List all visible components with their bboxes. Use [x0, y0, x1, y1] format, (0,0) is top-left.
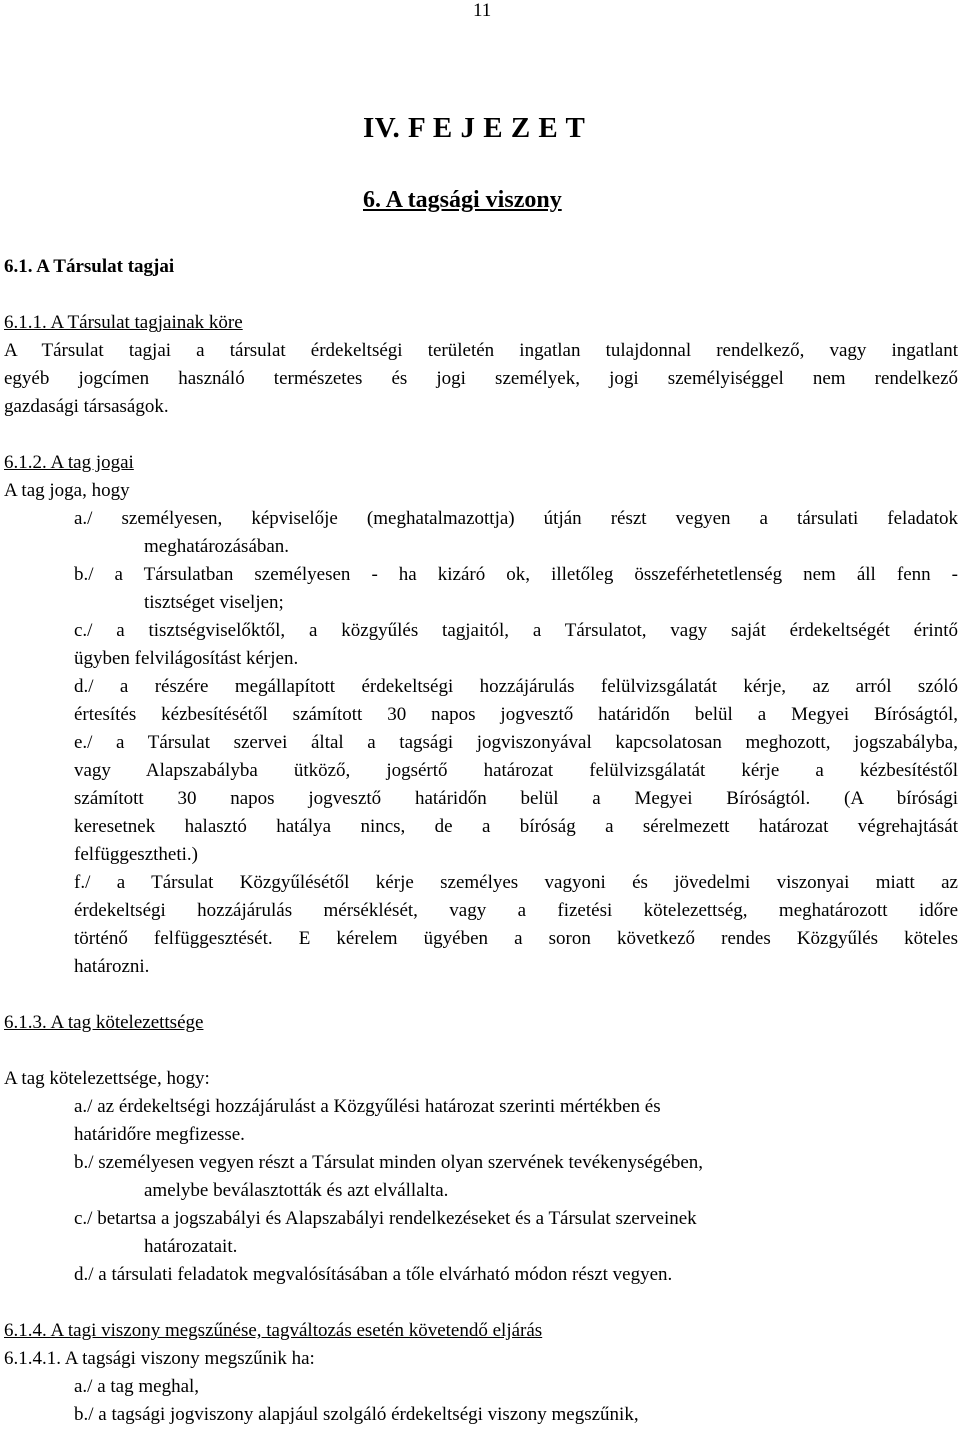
list-item-continuation: számított 30 napos jogvesztő határidőn belül a Megyei Bíróságtól. (A bírósági [74, 788, 958, 809]
list-item-continuation: ügyben felvilágosítást kérjen. [74, 648, 299, 669]
list-item-continuation: határidőre megfizesse. [74, 1124, 245, 1145]
list-item-continuation: keresetnek halasztó hatálya nincs, de a bíróság a sérelmezett határozat végrehajtását [74, 816, 958, 837]
list-item-continuation: érdekeltségi hozzájárulás mérséklését, vagy a fizetési kötelezettség, meghatározott időre [74, 900, 958, 921]
chapter-heading: IV. F E J E Z E T [363, 112, 586, 144]
paragraph-line: egyéb jogcímen használó természetes és jogi személyek, jogi személyiséggel nem rendelkező [4, 368, 958, 389]
list-item: e./ a Társulat szervei által a tagsági jogviszonyával kapcsolatosan meghozott, jogszabályba, [74, 732, 958, 753]
subsection-heading: 6.1.1. A Társulat tagjainak köre [4, 312, 243, 333]
subsection-heading: 6.1.3. A tag kötelezettsége [4, 1012, 204, 1033]
sub-subsection-heading: 6.1.4.1. A tagsági viszony megszűnik ha: [4, 1348, 315, 1369]
list-item: b./ a tagsági jogviszony alapjául szolgáló érdekeltségi viszony megszűnik, [74, 1404, 639, 1425]
list-item-continuation: amelybe beválasztották és azt elvállalta. [144, 1180, 449, 1201]
list-item: a./ a tag meghal, [74, 1376, 200, 1397]
subsection-heading: 6.1.4. A tagi viszony megszűnése, tagváltozás esetén követendő eljárás [4, 1320, 543, 1341]
list-item-continuation: tisztséget viseljen; [144, 592, 284, 613]
list-item-continuation: meghatározásában. [144, 536, 290, 557]
list-item: c./ a tisztségviselőktől, a közgyűlés tagjaitól, a Társulatot, vagy saját érdekeltségét érintő [74, 620, 958, 641]
list-item-continuation: határozatait. [144, 1236, 238, 1257]
list-intro: A tag joga, hogy [4, 480, 130, 501]
section-heading: 6. A tagsági viszony [363, 187, 562, 213]
list-item: d./ a társulati feladatok megvalósításában a tőle elvárható módon részt vegyen. [74, 1264, 673, 1285]
list-item-continuation: értesítés kézbesítésétől számított 30 napos jogvesztő határidőn belül a Megyei Bíróságtól, [74, 704, 958, 725]
list-item-continuation: történő felfüggesztését. E kérelem ügyében a soron következő rendes Közgyűlés köteles [74, 928, 958, 949]
list-intro: A tag kötelezettsége, hogy: [4, 1068, 210, 1089]
list-item: b./ személyesen vegyen részt a Társulat minden olyan szervének tevékenységében, [74, 1152, 704, 1173]
subsection-heading: 6.1.2. A tag jogai [4, 452, 134, 473]
list-item: d./ a részére megállapított érdekeltségi hozzájárulás felülvizsgálatát kérje, az arról szóló [74, 676, 958, 697]
list-item-continuation: vagy Alapszabályba ütköző, jogsértő határozat felülvizsgálatát kérje a kézbesítéstől [74, 760, 958, 781]
list-item: f./ a Társulat Közgyűlésétől kérje személyes vagyoni és jövedelmi viszonyai miatt az [74, 872, 958, 893]
list-item-continuation: határozni. [74, 956, 150, 977]
list-item: a./ személyesen, képviselője (meghatalmazottja) útján részt vegyen a társulati feladatok [74, 508, 958, 529]
subsection-title: 6.1. A Társulat tagjai [4, 256, 175, 277]
list-item: b./ a Társulatban személyesen - ha kizáró ok, illetőleg összeférhetetlenség nem áll fenn - [74, 564, 958, 585]
paragraph-line: gazdasági társaságok. [4, 396, 169, 417]
list-item: c./ betartsa a jogszabályi és Alapszabályi rendelkezéseket és a Társulat szerveinek [74, 1208, 697, 1229]
paragraph-line: A Társulat tagjai a társulat érdekeltségi területén ingatlan tulajdonnal rendelkező, vagy ingatlant [4, 340, 958, 361]
page-number: 11 [473, 0, 492, 21]
list-item-continuation: felfüggesztheti.) [74, 844, 198, 865]
list-item: a./ az érdekeltségi hozzájárulást a Közgyűlési határozat szerinti mértékben és [74, 1096, 661, 1117]
